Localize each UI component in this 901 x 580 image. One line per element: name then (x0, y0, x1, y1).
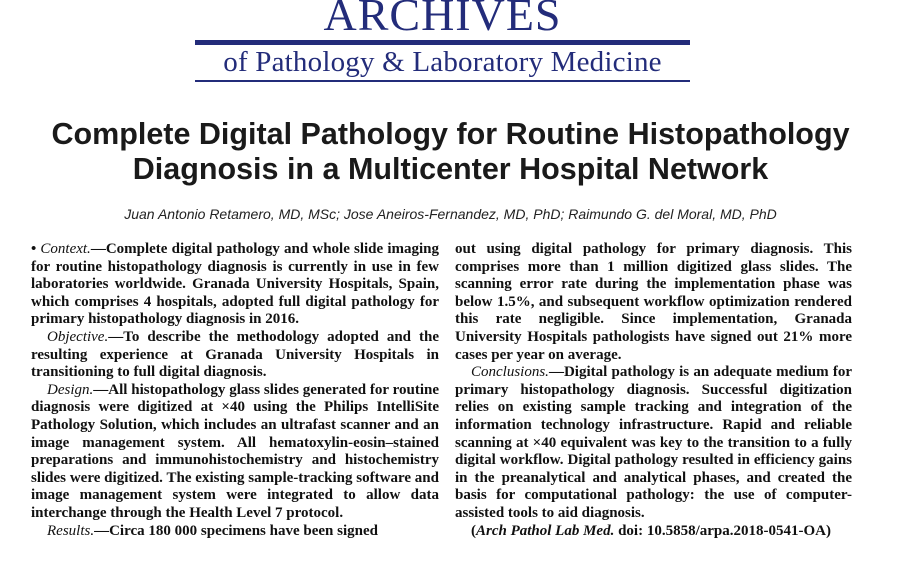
conclusions-label: Conclusions. (471, 364, 549, 381)
journal-masthead (195, 0, 690, 88)
abstract-results-start (31, 523, 439, 541)
abstract-objective (31, 329, 439, 382)
objective-label: Objective. (47, 328, 109, 345)
abstract-results-continued (455, 241, 852, 364)
masthead-bottom-rule (195, 80, 690, 82)
article-citation (455, 523, 852, 541)
article-authors: Juan Antonio Retamero, MD, MSc; Jose Aneiros-Fernandez, MD, PhD; Raimundo G. del Moral, MD, PhD (124, 206, 777, 222)
citation-doi: doi: 10.5858/arpa.2018-0541-OA) (614, 522, 832, 539)
conclusions-text: —Digital pathology is an adequate medium for primary histopathology diagnosis. Successful digitization relies on existing sample tracking and integration of the information technology infrastructure. Rapid and reliable scanning at ×40 equivalent was key to the transition to a fully digital workflow. Digital pathology resulted in efficiency gains in the preanalytical and analytical phases, and created the basis for computational pathology: the use of computer-assisted tools to aid diagnosis. (455, 364, 852, 521)
abstract-design (31, 382, 439, 523)
abstract-right-column (455, 241, 852, 540)
abstract-conclusions (455, 364, 852, 522)
context-label: Context. (40, 241, 91, 257)
design-label: Design. (47, 381, 94, 398)
design-text: —All histopathology glass slides generated for routine diagnosis were digitized at ×40 using the Philips IntelliSite Pathology Solution, which includes an ultrafast scanner and an image management system. All hematoxylin-eosin–stained preparations and immunohistochemistry and histochemistry slides were digitized. The existing sample-tracking software and image management system were integrated to allow data interchange through the Health Level 7 protocol. (31, 381, 439, 521)
context-text: —Complete digital pathology and whole slide imaging for routine histopathology diagnosis is currently in use in few laboratories worldwide. Granada University Hospitals, Spain, which comprises 4 hospitals, adopted full digital pathology for primary histopathology diagnosis in 2016. (31, 241, 439, 328)
citation-journal: Arch Pathol Lab Med. (476, 522, 615, 539)
masthead-title: ARCHIVES (323, 0, 562, 40)
masthead-subtitle: of Pathology & Laboratory Medicine (223, 46, 662, 78)
citation-open: ( (471, 522, 476, 539)
results-label: Results. (47, 522, 95, 539)
abstract-context (31, 241, 439, 329)
abstract-left-column (31, 241, 439, 540)
objective-text: —To describe the methodology adopted and the resulting experience at Granada University Hospitals in transitioning to full digital diagnosis. (31, 328, 439, 381)
bullet-marker: • (31, 241, 37, 257)
article-title: Complete Digital Pathology for Routine Histopathology Diagnosis in a Multicenter Hospital Network (51, 117, 850, 186)
results-text-left: —Circa 180 000 specimens have been signed (94, 522, 378, 539)
results-text-right: out using digital pathology for primary diagnosis. This comprises more than 1 million digitized glass slides. The scanning error rate during the implementation phase was below 1.5%, and subsequent workflow optimization rendered this rate negligible. Since implementation, Granada University Hospitals pathologists have signed out 21% more cases per year on average. (455, 241, 852, 363)
